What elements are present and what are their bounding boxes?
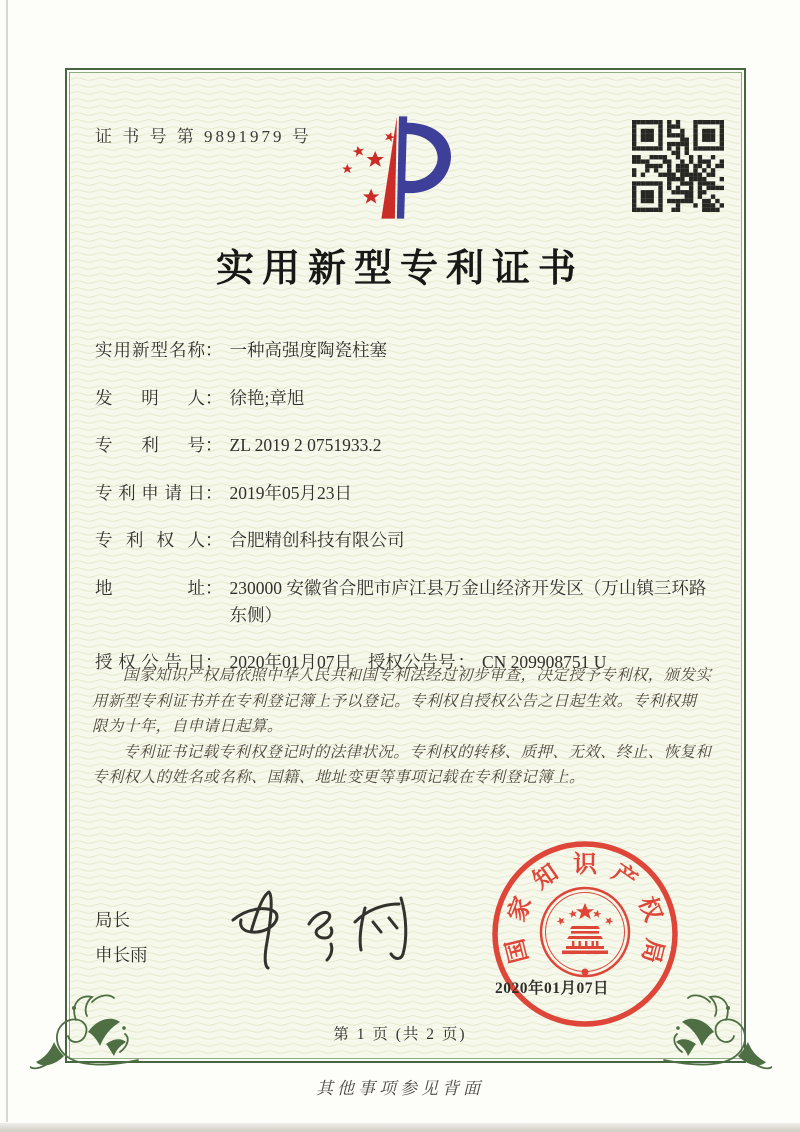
field-colon: ： [457,652,475,672]
field-label: 实用新型名称 [95,340,205,360]
seal-char: 产 [606,859,642,895]
seal-national-emblem [541,888,629,976]
field-value: 一种高强度陶瓷柱塞 [229,340,387,360]
field-label: 专利号 [95,435,205,455]
field-colon: ： [205,577,223,598]
legal-paragraph-2: 专利证书记载专利权登记时的法律状况。专利权的转移、质押、无效、终止、恢复和专利权人的姓名或名称、国籍、地址变更等事项记载在专利登记簿上。 [92,743,712,786]
seal-char: 权 [632,893,666,926]
seal-char: 识 [573,852,597,878]
seal-char: 局 [636,935,668,966]
qr-code [632,120,724,212]
legal-text [92,663,712,791]
field-row-inventor [95,385,713,412]
seal-char: 知 [528,859,564,895]
field-colon: ： [205,482,223,503]
grant-number-value: CN 209908751 U [482,652,607,672]
seal-char: 家 [504,893,538,926]
legal-paragraph-1: 国家知识产权局依照中华人民共和国专利法经过初步审查，决定授予专利权，颁发实用新型专利证书并在专利登记簿上予以登记。专利权自授权公告之日起生效。专利权期限为十年，自申请日起算。 [92,667,712,735]
cnipa-logo-icon [338,110,462,224]
signer-block [95,903,148,973]
page-edge-shadow-bottom [0,1123,800,1132]
grant-date-value: 2020年01月07日 [229,652,352,672]
field-label: 专利申请日 [95,482,205,503]
signer-name: 申长雨 [95,945,148,965]
field-value: 2019年05月23日 [229,482,352,503]
field-row-filing-date [95,480,713,507]
field-colon: ： [205,530,223,550]
field-value: 230000 安徽省合肥市庐江县万金山经济开发区（万山镇三环路东侧） [229,577,707,625]
field-label: 专利权人 [95,530,205,550]
field-row-name [95,337,713,364]
field-colon: ： [205,387,223,408]
back-side-note: 其他事项参见背面 [316,1079,484,1098]
field-row-address [95,575,713,629]
field-label: 发明人 [95,387,205,408]
field-value: 合肥精创科技有限公司 [229,530,405,550]
seal-date: 2020年01月07日 [495,980,610,997]
cnipa-official-seal [487,836,683,1032]
field-label: 地址 [95,577,205,598]
certificate-fields [95,337,713,676]
page-edge-shadow-left [6,0,8,1122]
certificate-title: 实用新型专利证书 [215,248,584,290]
seal-char: 国 [502,935,534,966]
field-row-patentee [95,527,713,554]
logo-blue-p [397,116,451,218]
field-label: 授权公告日 [95,652,205,672]
signer-role: 局长 [95,910,130,930]
field-value: ZL 2019 2 0751933.2 [229,435,382,455]
field-row-patent-number [95,432,713,459]
field-colon: ： [205,340,223,360]
certificate-number: 证 书 号 第 9891979 号 [95,127,312,146]
page-number: 第 1 页 (共 2 页) [333,1026,467,1043]
field-colon: ： [205,652,223,672]
logo-red-wedge [381,116,397,218]
field-value: 徐艳;章旭 [229,387,305,408]
field-colon: ： [205,435,223,455]
commissioner-signature [213,880,428,975]
field-label: 授权公告号 [368,652,456,672]
